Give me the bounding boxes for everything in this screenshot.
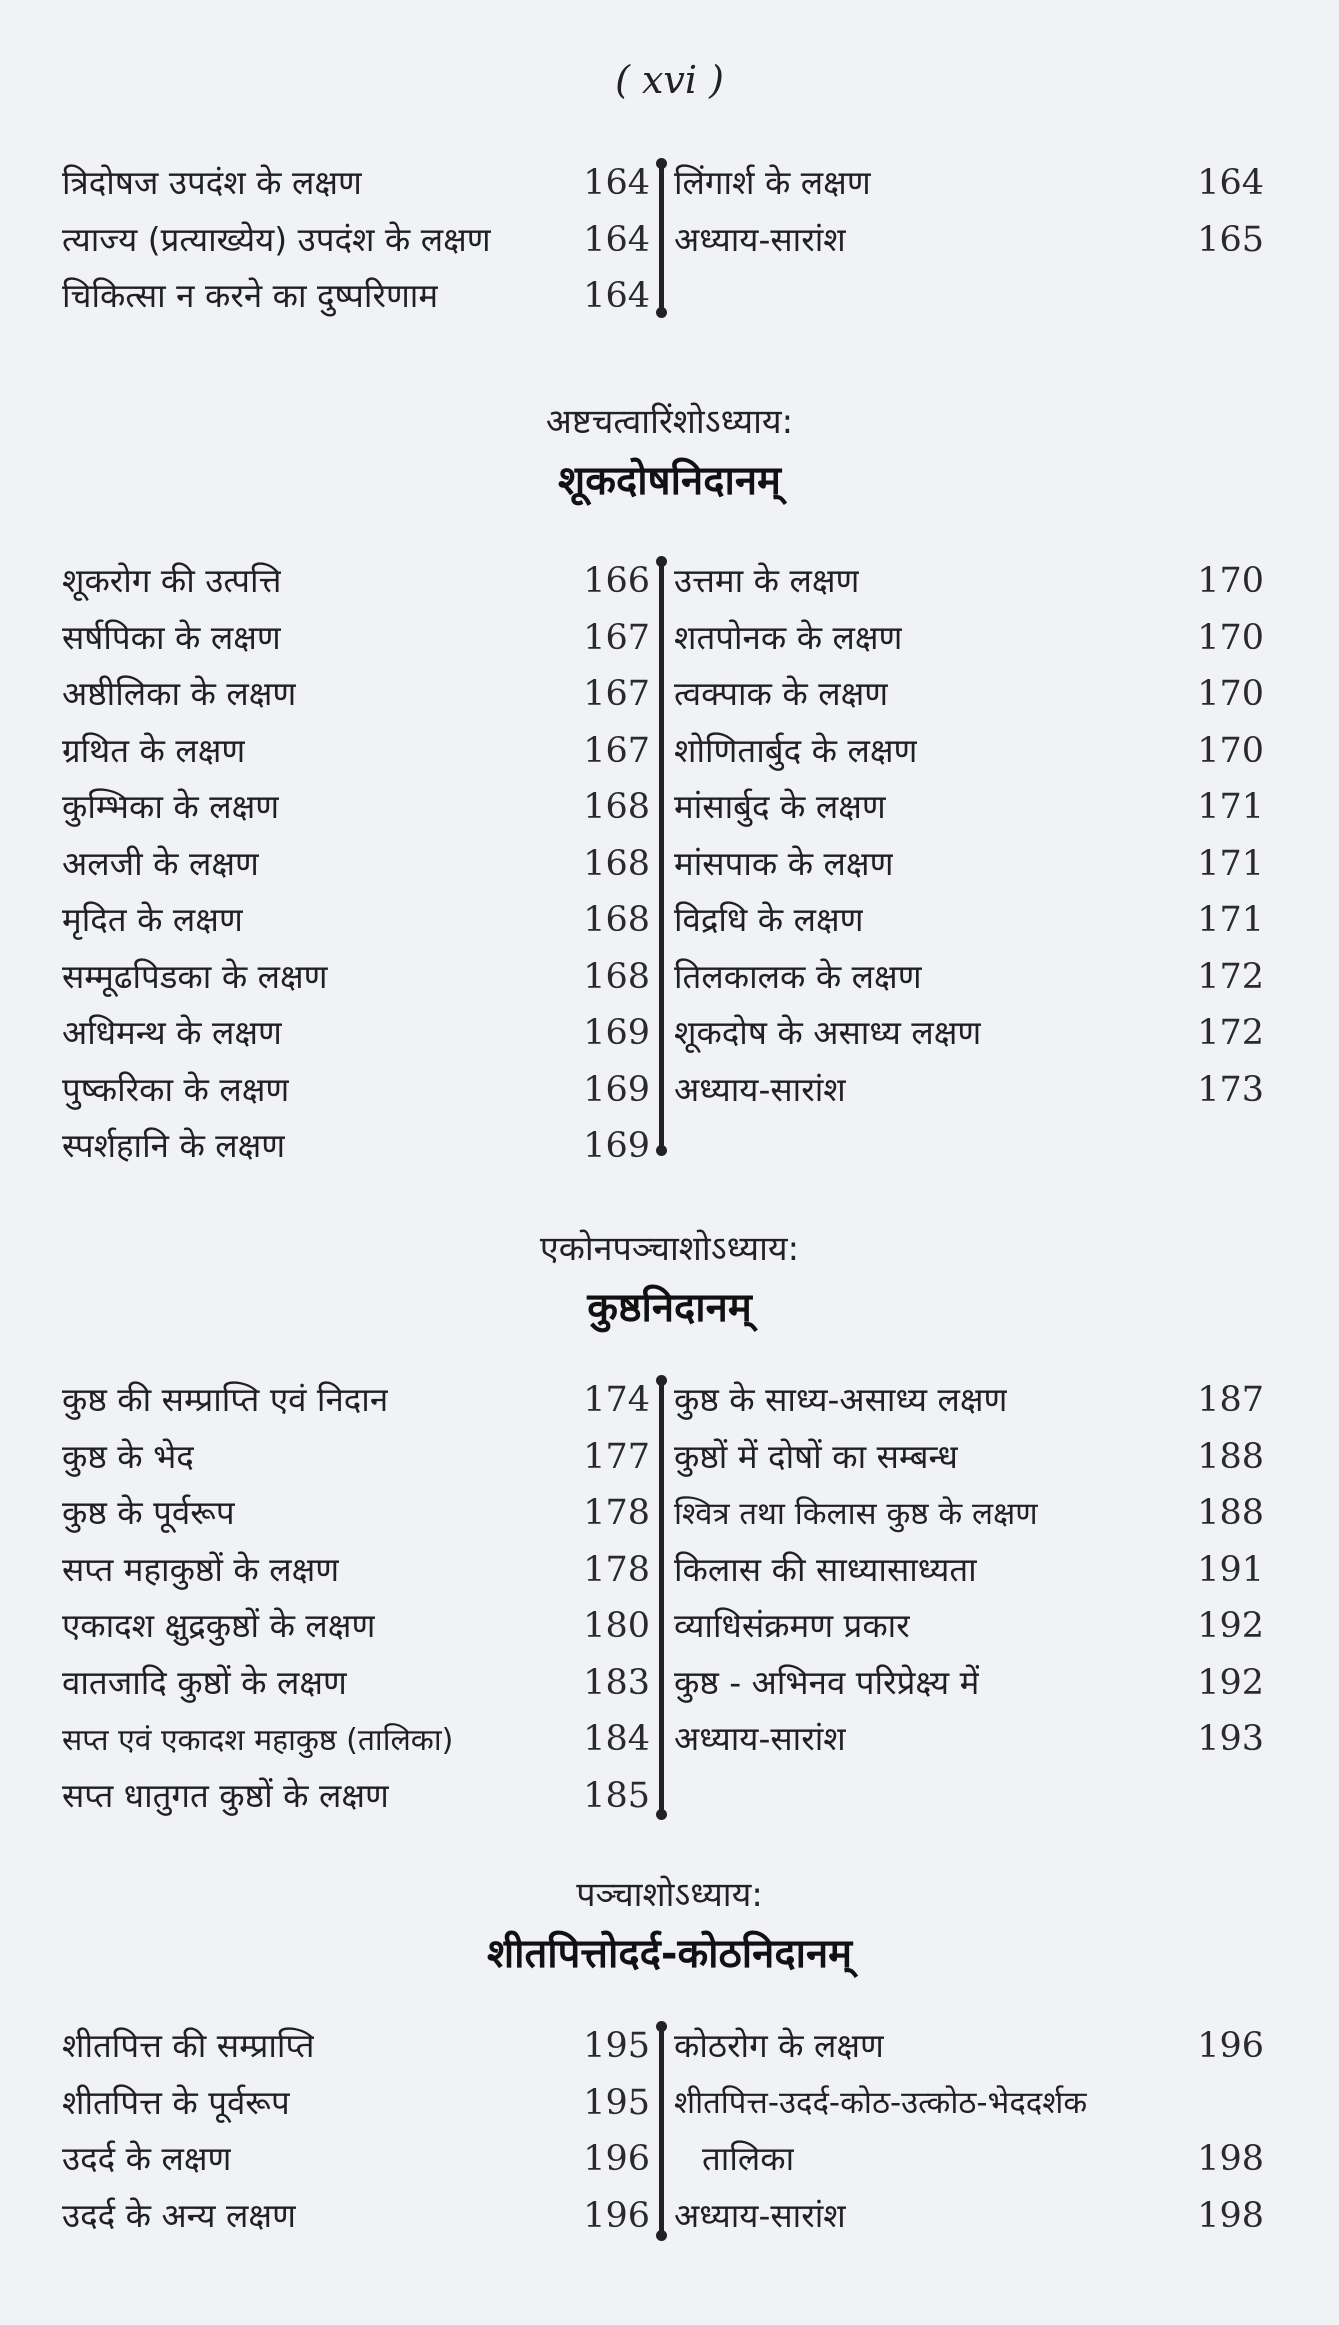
toc-entry: विद्रधि के लक्षण 171: [674, 900, 1264, 940]
toc-entry: त्रिदोषज उपदंश के लक्षण 164: [62, 163, 650, 203]
chapter-heading: पञ्चाशोऽध्याय:: [576, 1875, 763, 1915]
toc-entry: शीतपित्त की सम्प्राप्ति 195: [62, 2026, 650, 2066]
toc-entry: सर्षपिका के लक्षण 167: [62, 617, 650, 658]
toc-entry: किलास की साध्यासाध्यता 191: [674, 1549, 1264, 1590]
toc-entry: अध्याय-सारांश 193: [674, 1719, 1264, 1759]
toc-section-shukadosha: [0, 395, 1339, 513]
toc-entry: अध्याय-सारांश 173: [674, 1069, 1264, 1110]
toc-entries-kushtha: [0, 1372, 1339, 1842]
toc-entries-sheetapitta: [0, 2018, 1339, 2258]
toc-entry: शतपोनक के लक्षण 170: [674, 617, 1264, 658]
column-divider: [659, 561, 664, 1151]
toc-entries-shukadosha: [0, 553, 1339, 1183]
toc-entry: लिंगार्श के लक्षण 164: [674, 163, 1264, 203]
toc-entry: ग्रथित के लक्षण 167: [62, 730, 650, 771]
toc-entry: अध्याय-सारांश 165: [674, 219, 1264, 260]
toc-entry: सम्मूढपिडका के लक्षण 168: [62, 956, 650, 997]
toc-left-column: [62, 553, 650, 1175]
toc-entry: शीतपित्त के पूर्वरूप 195: [62, 2082, 650, 2123]
toc-entry: मृदित के लक्षण 168: [62, 900, 650, 940]
toc-entry: त्वक्पाक के लक्षण 170: [674, 674, 1264, 714]
toc-entry: उदर्द के अन्य लक्षण 196: [62, 2195, 650, 2236]
toc-entry: शोणितार्बुद के लक्षण 170: [674, 730, 1264, 771]
chapter-title: कुष्ठनिदानम्: [587, 1285, 752, 1331]
toc-entry: शीतपित्त-उदर्द-कोठ-उत्कोठ-भेददर्शक: [674, 2084, 1088, 2121]
toc-left-column: [62, 155, 650, 325]
chapter-heading: एकोनपञ्चाशोऽध्याय:: [539, 1229, 800, 1269]
toc-entry: शूकदोष के असाध्य लक्षण 172: [674, 1013, 1264, 1053]
toc-entry: उत्तमा के लक्षण 170: [674, 561, 1264, 601]
page-number: ( xvi ): [615, 58, 724, 102]
toc-entry: कुष्ठ के पूर्वरूप 178: [62, 1493, 650, 1533]
chapter-title: शीतपित्तोदर्द-कोठनिदानम्: [486, 1931, 853, 1977]
chapter-title: शूकदोषनिदानम्: [558, 458, 781, 504]
toc-entry: कुष्ठ के साध्य-असाध्य लक्षण 187: [674, 1380, 1264, 1420]
column-divider: [659, 1380, 664, 1815]
toc-entry: तालिका 198: [702, 2139, 1264, 2179]
toc-entry: उदर्द के लक्षण 196: [62, 2139, 650, 2179]
toc-entry: त्याज्य (प्रत्याख्येय) उपदंश के लक्षण 164: [62, 219, 650, 260]
toc-entry: सप्त एवं एकादश महाकुष्ठ (तालिका) 184: [62, 1719, 650, 1759]
toc-entry: कुष्ठ - अभिनव परिप्रेक्ष्य में 192: [674, 1662, 1264, 1703]
toc-entry: अलजी के लक्षण 168: [62, 843, 650, 884]
toc-right-column: [674, 155, 1264, 268]
toc-entry: मांसार्बुद के लक्षण 171: [674, 787, 1264, 827]
toc-right-column: [674, 1372, 1264, 1768]
toc-left-column: [62, 1372, 650, 1824]
toc-section-continuation: [0, 155, 1339, 325]
toc-entry: सप्त महाकुष्ठों के लक्षण 178: [62, 1549, 650, 1590]
toc-entry: अष्ठीलिका के लक्षण 167: [62, 674, 650, 714]
toc-left-column: [62, 2018, 650, 2244]
toc-entry: कोठरोग के लक्षण 196: [674, 2026, 1264, 2066]
column-divider: [659, 2026, 664, 2236]
toc-entry: कुष्ठ के भेद 177: [62, 1436, 650, 1477]
toc-entry: मांसपाक के लक्षण 171: [674, 843, 1264, 884]
toc-entry: अधिमन्थ के लक्षण 169: [62, 1013, 650, 1053]
toc-entry: सप्त धातुगत कुष्ठों के लक्षण 185: [62, 1775, 650, 1816]
toc-entry: चिकित्सा न करने का दुष्परिणाम 164: [62, 276, 650, 316]
toc-section-sheetapitta: [0, 1868, 1339, 1986]
toc-entry: पुष्करिका के लक्षण 169: [62, 1069, 650, 1110]
toc-right-column: [674, 2018, 1264, 2244]
toc-entry: अध्याय-सारांश 198: [674, 2195, 1264, 2236]
column-divider: [659, 163, 664, 313]
toc-entry: व्याधिसंक्रमण प्रकार 192: [674, 1606, 1264, 1646]
chapter-heading: अष्टचत्वारिंशोऽध्याय:: [545, 402, 794, 442]
toc-entry: कुम्भिका के लक्षण 168: [62, 787, 650, 827]
toc-entry: कुष्ठों में दोषों का सम्बन्ध 188: [674, 1436, 1264, 1477]
toc-right-column: [674, 553, 1264, 1118]
toc-section-kushtha: [0, 1222, 1339, 1340]
toc-entry: श्वित्र तथा किलास कुष्ठ के लक्षण 188: [674, 1493, 1264, 1533]
toc-entry: कुष्ठ की सम्प्राप्ति एवं निदान 174: [62, 1380, 650, 1420]
toc-entry: वातजादि कुष्ठों के लक्षण 183: [62, 1662, 650, 1703]
toc-entry: स्पर्शहानि के लक्षण 169: [62, 1126, 650, 1166]
toc-entry: एकादश क्षुद्रकुष्ठों के लक्षण 180: [62, 1606, 650, 1646]
toc-entry: तिलकालक के लक्षण 172: [674, 956, 1264, 997]
toc-entry: शूकरोग की उत्पत्ति 166: [62, 561, 650, 601]
